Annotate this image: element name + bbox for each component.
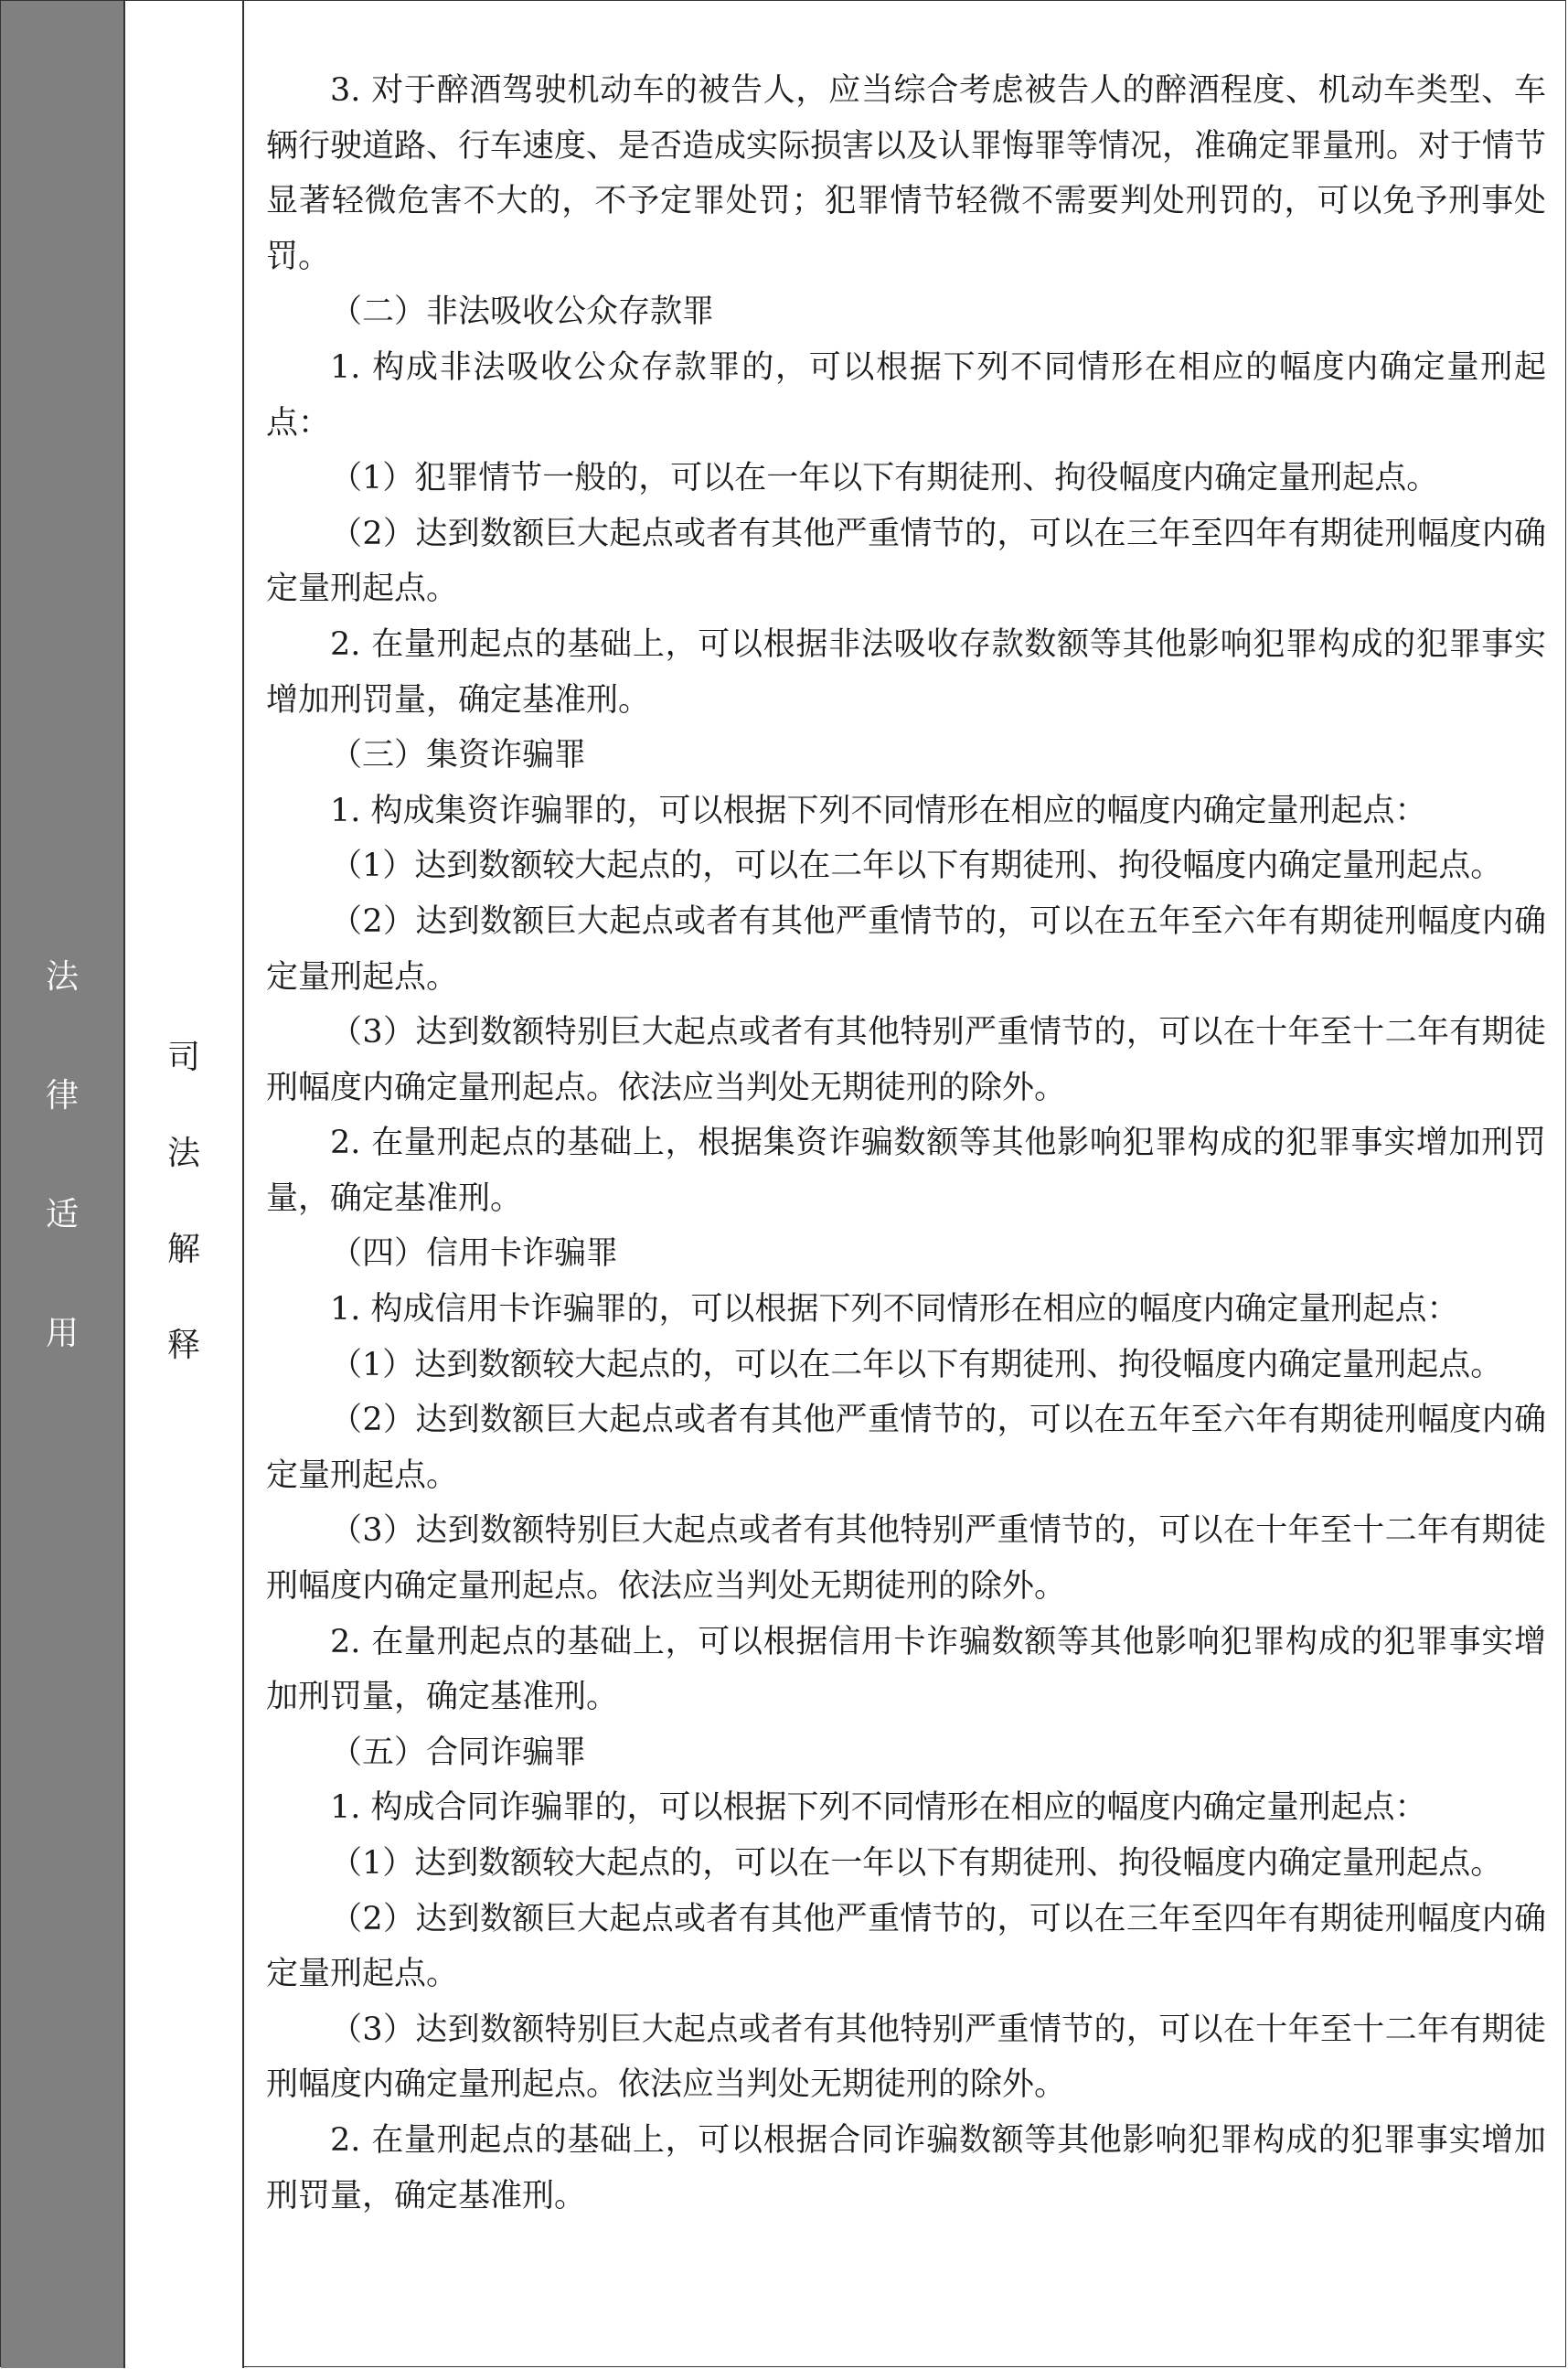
- paragraph: 1. 构成非法吸收公众存款罪的，可以根据下列不同情形在相应的幅度内确定量刑起点：: [266, 348, 1546, 442]
- subcategory-char: 释: [166, 1327, 200, 1364]
- paragraph: （2）达到数额巨大起点或者有其他严重情节的，可以在三年至四年有期徒刑幅度内确定量刑起点。: [266, 515, 1546, 608]
- paragraph: （3）达到数额特别巨大起点或者有其他特别严重情节的，可以在十年至十二年有期徒刑幅度内确定量刑起点。依法应当判处无期徒刑的除外。: [266, 2011, 1546, 2104]
- paragraph: 1. 构成合同诈骗罪的，可以根据下列不同情形在相应的幅度内确定量刑起点：: [330, 1789, 1427, 1827]
- paragraph: （1）犯罪情节一般的，可以在一年以下有期徒刑、拘役幅度内确定量刑起点。: [330, 460, 1439, 497]
- category-char: 适: [45, 1196, 79, 1233]
- category-column: [1, 1, 125, 2368]
- paragraph: 2. 在量刑起点的基础上，根据集资诈骗数额等其他影响犯罪构成的犯罪事实增加刑罚量，确定基准刑。: [266, 1125, 1546, 1217]
- paragraph: 3. 对于醉酒驾驶机动车的被告人，应当综合考虑被告人的醉酒程度、机动车类型、车辆行驶道路、行车速度、是否造成实际损害以及认罪悔罪等情况，准确定罪量刑。对于情节显著轻微危害不大的，不予定罪处罚；犯罪情节轻微不需要判处刑罚的，可以免予刑事处罚。: [266, 72, 1547, 275]
- paragraph: （1）达到数额较大起点的，可以在二年以下有期徒刑、拘役幅度内确定量刑起点。: [330, 848, 1503, 885]
- paragraph: 2. 在量刑起点的基础上，可以根据非法吸收存款数额等其他影响犯罪构成的犯罪事实增加刑罚量，确定基准刑。: [266, 625, 1546, 719]
- paragraph: 1. 构成集资诈骗罪的，可以根据下列不同情形在相应的幅度内确定量刑起点：: [330, 792, 1427, 829]
- section-heading: （四）信用卡诈骗罪: [330, 1235, 619, 1273]
- paragraph: （3）达到数额特别巨大起点或者有其他特别严重情节的，可以在十年至十二年有期徒刑幅度内确定量刑起点。依法应当判处无期徒刑的除外。: [266, 1014, 1546, 1106]
- paragraph: （2）达到数额巨大起点或者有其他严重情节的，可以在五年至六年有期徒刑幅度内确定量刑起点。: [266, 1402, 1546, 1494]
- paragraph: （2）达到数额巨大起点或者有其他严重情节的，可以在五年至六年有期徒刑幅度内确定量刑起点。: [266, 902, 1546, 996]
- category-char: 律: [45, 1077, 79, 1115]
- section-heading: （三）集资诈骗罪: [330, 737, 587, 774]
- section-heading: （二）非法吸收公众存款罪: [330, 293, 715, 331]
- category-char: 法: [45, 958, 79, 996]
- paragraph: （1）达到数额较大起点的，可以在二年以下有期徒刑、拘役幅度内确定量刑起点。: [330, 1346, 1503, 1383]
- section-heading: （五）合同诈骗罪: [330, 1734, 587, 1771]
- paragraph: （1）达到数额较大起点的，可以在一年以下有期徒刑、拘役幅度内确定量刑起点。: [330, 1845, 1503, 1882]
- paragraph: 1. 构成信用卡诈骗罪的，可以根据下列不同情形在相应的幅度内确定量刑起点：: [330, 1291, 1459, 1329]
- subcategory-column: [125, 1, 244, 2368]
- paragraph: 2. 在量刑起点的基础上，可以根据信用卡诈骗数额等其他影响犯罪构成的犯罪事实增加刑罚量，确定基准刑。: [266, 1623, 1546, 1716]
- subcategory-char: 法: [166, 1135, 200, 1172]
- paragraph: （3）达到数额特别巨大起点或者有其他特别严重情节的，可以在十年至十二年有期徒刑幅度内确定量刑起点。依法应当判处无期徒刑的除外。: [266, 1512, 1546, 1606]
- paragraph: 2. 在量刑起点的基础上，可以根据合同诈骗数额等其他影响犯罪构成的犯罪事实增加刑罚量，确定基准刑。: [266, 2121, 1546, 2214]
- body-text: [266, 63, 1546, 2224]
- paragraph: （2）达到数额巨大起点或者有其他严重情节的，可以在三年至四年有期徒刑幅度内确定量刑起点。: [266, 1900, 1546, 1993]
- category-char: 用: [45, 1315, 79, 1352]
- subcategory-char: 司: [166, 1039, 200, 1076]
- subcategory-char: 解: [166, 1231, 200, 1268]
